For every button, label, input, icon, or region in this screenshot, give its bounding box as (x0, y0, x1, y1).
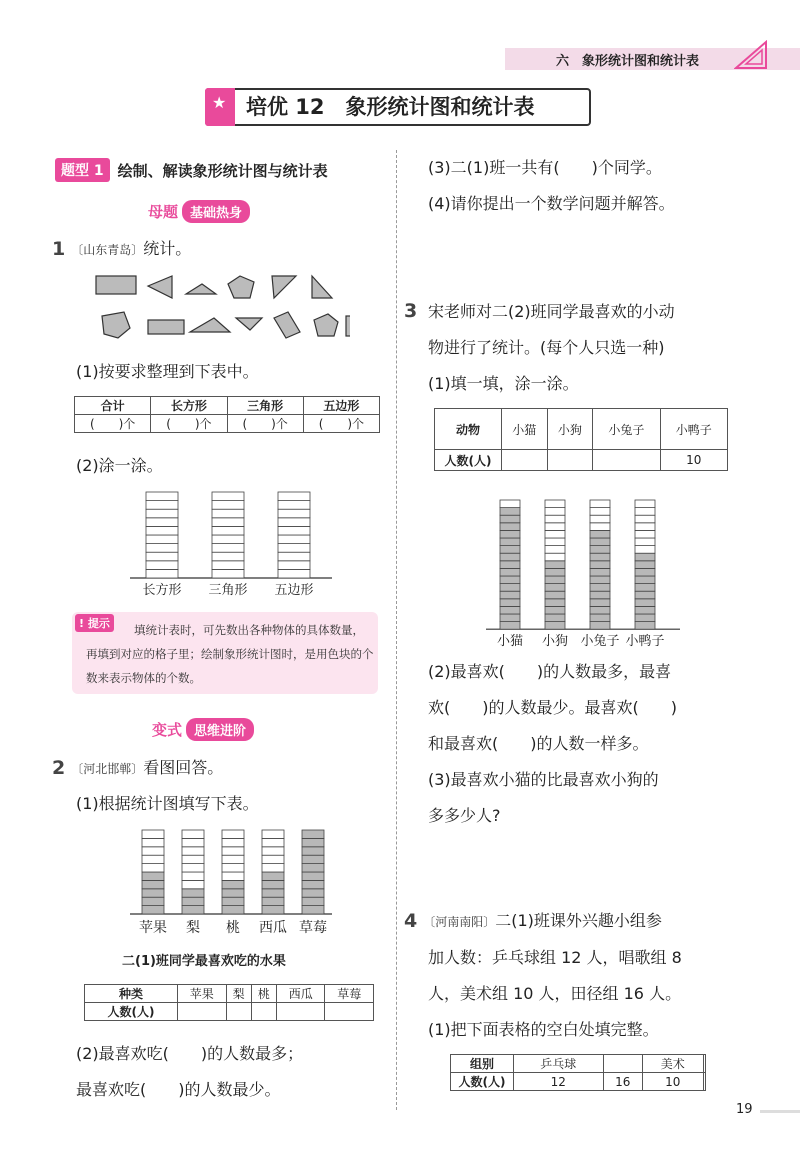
triangle-shape (272, 276, 296, 298)
bar-cell (500, 553, 520, 561)
bar-cell (302, 847, 324, 855)
bar-cell (212, 509, 244, 518)
bar-cell (635, 500, 655, 508)
q2-stem-text: 看图回答。 (143, 758, 224, 777)
rectangle-shape (148, 320, 184, 334)
bar-cell (302, 838, 324, 846)
bar-label: 草莓 (299, 920, 327, 936)
bar-cell (142, 906, 164, 914)
q2-cell[interactable] (226, 1003, 251, 1021)
bar-cell (635, 530, 655, 538)
bar-cell (545, 606, 565, 614)
bar-cell (500, 599, 520, 607)
bar-cell (500, 622, 520, 630)
bar-cell (635, 508, 655, 516)
topic-tag: 题型 1 (55, 158, 110, 182)
bar-label: 小兔子 (580, 634, 620, 648)
q1-number: 1 (52, 238, 66, 260)
bar-cell (146, 544, 178, 553)
bar-cell (142, 872, 164, 880)
topic-heading (55, 158, 328, 182)
bar-cell (635, 599, 655, 607)
bar-cell (212, 518, 244, 527)
q4-cell-2: 10 (643, 1073, 704, 1091)
bar-cell (500, 546, 520, 554)
q4-stem1: 二(1)班课外兴趣小组参 (495, 911, 662, 930)
q1-th-3: 五边形 (303, 397, 379, 415)
bar-cell (182, 855, 204, 863)
bar-cell (500, 515, 520, 523)
bar-cell (545, 553, 565, 561)
bar-cell (545, 515, 565, 523)
bar-cell (635, 584, 655, 592)
q4-part1: (1)把下面表格的空白处填完整。 (428, 1020, 659, 1039)
bar-cell (142, 897, 164, 905)
hint-text: 填统计表时，可先数出各种物体的具体数量，再填到对应的格子里；绘制象形统计图时，是用色块的个数来表示物体的个数。 (86, 623, 374, 685)
q2-part2b: 最喜欢吃( )的人数最少。 (76, 1080, 281, 1099)
bar-cell (212, 544, 244, 553)
q2-part4: (4)请你提出一个数学问题并解答。 (428, 194, 675, 213)
bar-cell (590, 561, 610, 569)
bar-cell (302, 906, 324, 914)
bar-cell (302, 897, 324, 905)
q3-bar-chart[interactable] (484, 494, 684, 648)
bar-cell (182, 906, 204, 914)
bar-cell (635, 591, 655, 599)
triangle-shape (186, 284, 216, 294)
bar-cell (635, 606, 655, 614)
q1-cell-2[interactable]: ( )个 (227, 415, 303, 433)
bar-label: 小猫 (496, 634, 524, 648)
pentagon-shape (102, 312, 130, 338)
q1-th-1: 长方形 (151, 397, 227, 415)
pentagon-shape (314, 314, 338, 336)
bar-cell (278, 544, 310, 553)
bar-cell (278, 526, 310, 535)
q2-chart-title: 二(1)班同学最喜欢吃的水果 (122, 954, 286, 969)
page-number: 19 (736, 1102, 753, 1117)
bar-cell (278, 561, 310, 570)
bar-cell (635, 538, 655, 546)
bar-cell (590, 515, 610, 523)
q1-cell-0[interactable]: ( )个 (75, 415, 151, 433)
bar-cell (146, 518, 178, 527)
bar-cell (635, 614, 655, 622)
bar-cell (590, 530, 610, 538)
bar-label: 桃 (226, 920, 240, 936)
q2-cell[interactable] (325, 1003, 374, 1021)
bar-cell (635, 515, 655, 523)
mother-tag-a: 母题 (148, 203, 179, 221)
bar-cell (222, 830, 244, 838)
bar-cell (262, 830, 284, 838)
q4-source: 〔河南南阳〕 (423, 914, 496, 929)
topic-text: 绘制、解读象形统计图与统计表 (117, 161, 328, 180)
bar-cell (545, 508, 565, 516)
rectangle-shape (274, 312, 300, 338)
bar-cell (262, 880, 284, 888)
bar-cell (262, 889, 284, 897)
bar-cell (590, 599, 610, 607)
bar-cell (635, 546, 655, 554)
bar-cell (142, 855, 164, 863)
q3-cell-3[interactable]: 10 (660, 450, 727, 471)
ruler-triangle-icon (734, 40, 768, 70)
variant-tag (152, 718, 254, 741)
bar-cell (278, 501, 310, 510)
bar-label: 小鸭子 (625, 634, 665, 648)
q4-stem (404, 910, 662, 932)
q2-cell[interactable] (276, 1003, 324, 1021)
q4-th-1: 乒乓球 (514, 1055, 604, 1073)
q3-cell-1[interactable] (547, 450, 593, 471)
bar-cell (146, 535, 178, 544)
q2-row-label: 人数(人) (85, 1003, 178, 1021)
q2-table (84, 984, 374, 1021)
bar-cell (500, 614, 520, 622)
mother-tag (148, 200, 250, 223)
bar-cell (500, 568, 520, 576)
bar-cell (222, 880, 244, 888)
bar-cell (212, 569, 244, 578)
section-title: 六 象形统计图和统计表 (556, 54, 700, 69)
bar-cell (142, 889, 164, 897)
bar-label: 苹果 (139, 920, 167, 936)
bar-cell (635, 523, 655, 531)
q2-cell[interactable] (251, 1003, 276, 1021)
star-icon: ★ (205, 88, 235, 126)
q2-bar-chart (128, 826, 338, 936)
q4-th-3: 美术 (643, 1055, 704, 1073)
q4-cell-1: 16 (603, 1073, 642, 1091)
bar-cell (222, 855, 244, 863)
q4-row-label: 人数(人) (451, 1073, 514, 1091)
q1-th-0: 合计 (75, 397, 151, 415)
bar-cell (545, 591, 565, 599)
q3-part1: (1)填一填，涂一涂。 (428, 374, 579, 393)
bar-cell (142, 838, 164, 846)
bar-cell (635, 553, 655, 561)
bar-cell (302, 855, 324, 863)
q4-th-0: 组别 (451, 1055, 514, 1073)
q2-th-3: 桃 (251, 985, 276, 1003)
q3-part2c: 和最喜欢( )的人数一样多。 (428, 734, 649, 753)
q2-th-4: 西瓜 (276, 985, 324, 1003)
bar-cell (182, 838, 204, 846)
q3-th-2: 小狗 (547, 409, 593, 450)
bar-cell (590, 568, 610, 576)
bar-cell (545, 561, 565, 569)
q2-number: 2 (52, 757, 66, 779)
bar-label: 西瓜 (259, 920, 287, 936)
bar-cell (545, 546, 565, 554)
q3-th-1: 小猫 (502, 409, 548, 450)
bar-cell (590, 591, 610, 599)
bar-cell (142, 864, 164, 872)
bar-cell (142, 830, 164, 838)
q3-part3a: (3)最喜欢小猫的比最喜欢小狗的 (428, 770, 659, 789)
bar-cell (635, 622, 655, 630)
bar-cell (590, 614, 610, 622)
mother-tag-b: 基础热身 (182, 200, 250, 223)
bar-label: 长方形 (142, 583, 182, 598)
bar-cell (545, 576, 565, 584)
bar-cell (182, 872, 204, 880)
bar-cell (212, 552, 244, 561)
bar-cell (222, 864, 244, 872)
bar-cell (146, 569, 178, 578)
bar-cell (302, 889, 324, 897)
bar-cell (212, 561, 244, 570)
q2-cell[interactable] (178, 1003, 226, 1021)
bar-cell (302, 864, 324, 872)
page-rule (760, 1110, 800, 1113)
q2-part3: (3)二(1)班一共有( )个同学。 (428, 158, 662, 177)
triangle-shape (236, 318, 262, 330)
q3-table (434, 408, 728, 471)
bar-cell (262, 847, 284, 855)
bar-cell (142, 880, 164, 888)
bar-cell (262, 872, 284, 880)
q2-th-0: 种类 (85, 985, 178, 1003)
q2-th-2: 梨 (226, 985, 251, 1003)
q2-source: 〔河北邯郸〕 (71, 761, 144, 776)
bar-cell (590, 553, 610, 561)
bar-cell (278, 552, 310, 561)
bar-cell (545, 614, 565, 622)
bar-cell (590, 546, 610, 554)
bar-cell (545, 530, 565, 538)
q1-cell-1[interactable]: ( )个 (151, 415, 227, 433)
bar-cell (590, 523, 610, 531)
q1-th-2: 三角形 (227, 397, 303, 415)
bar-cell (635, 568, 655, 576)
bar-cell (590, 606, 610, 614)
bar-cell (142, 847, 164, 855)
rectangle-shape (96, 276, 136, 294)
rectangle-shape (346, 316, 350, 336)
q4-th-2[interactable] (603, 1055, 642, 1073)
bar-cell (590, 500, 610, 508)
bar-cell (222, 838, 244, 846)
bar-cell (222, 889, 244, 897)
bar-cell (545, 622, 565, 630)
q3-cell-0[interactable] (502, 450, 548, 471)
bar-cell (262, 906, 284, 914)
bar-cell (635, 561, 655, 569)
bar-cell (635, 576, 655, 584)
q1-stem-text: 统计。 (143, 239, 192, 258)
q1-shapes (90, 272, 350, 344)
bar-label: 三角形 (208, 583, 248, 598)
q1-source: 〔山东青岛〕 (71, 242, 144, 257)
bar-cell (278, 518, 310, 527)
q4-th-4[interactable] (703, 1055, 705, 1073)
q3-part2a: (2)最喜欢( )的人数最多，最喜 (428, 662, 672, 681)
bar-cell (212, 501, 244, 510)
variant-tag-a: 变式 (152, 721, 183, 739)
bar-cell (146, 526, 178, 535)
q3-number: 3 (404, 300, 418, 322)
bar-cell (212, 492, 244, 501)
pentagon-shape (228, 276, 254, 298)
bar-cell (500, 538, 520, 546)
q1-stem (52, 238, 191, 260)
q4-stem2: 加人数：乒乓球组 12 人，唱歌组 8 (428, 948, 682, 967)
bar-cell (212, 526, 244, 535)
q4-number: 4 (404, 910, 418, 932)
hint-icon: ! (79, 617, 85, 630)
q3-stem2: 物进行了统计。(每个人只选一种) (428, 338, 665, 357)
bar-cell (500, 530, 520, 538)
bar-cell (590, 584, 610, 592)
bar-cell (222, 906, 244, 914)
bar-cell (500, 591, 520, 599)
bar-cell (222, 847, 244, 855)
triangle-shape (312, 276, 332, 298)
bar-cell (500, 523, 520, 531)
q4-cell-0: 12 (514, 1073, 604, 1091)
bar-cell (262, 897, 284, 905)
bar-cell (222, 872, 244, 880)
bar-cell (590, 622, 610, 630)
q3-stem1: 宋老师对二(2)班同学最喜欢的小动 (428, 302, 675, 321)
q2-part2a: (2)最喜欢吃( )的人数最多； (76, 1044, 304, 1063)
q1-cell-3[interactable]: ( )个 (303, 415, 379, 433)
bar-cell (302, 830, 324, 838)
bar-label: 梨 (186, 920, 200, 936)
bar-cell (182, 830, 204, 838)
bar-cell (262, 855, 284, 863)
q3-th-4: 小鸭子 (660, 409, 727, 450)
hint-tag-text: 提示 (87, 617, 110, 630)
bar-label: 五边形 (274, 583, 314, 598)
bar-cell (146, 552, 178, 561)
bar-cell (182, 880, 204, 888)
bar-cell (302, 872, 324, 880)
bar-cell (545, 568, 565, 576)
bar-cell (182, 897, 204, 905)
bar-cell (146, 509, 178, 518)
bar-cell (500, 576, 520, 584)
bar-cell (182, 864, 204, 872)
bar-cell (182, 847, 204, 855)
q1-table (74, 396, 380, 433)
q3-row-label: 人数(人) (435, 450, 502, 471)
bar-cell (222, 897, 244, 905)
q3-part2b: 欢( )的人数最少。最喜欢( ) (428, 698, 677, 717)
bar-cell (182, 889, 204, 897)
triangle-shape (190, 318, 230, 332)
q1-part2: (2)涂一涂。 (76, 456, 163, 475)
q1-part1: (1)按要求整理到下表中。 (76, 362, 259, 381)
bar-cell (500, 606, 520, 614)
triangle-shape (148, 276, 172, 298)
bar-cell (146, 501, 178, 510)
bar-cell (278, 492, 310, 501)
q3-part3b: 多多少人? (428, 806, 501, 825)
bar-cell (212, 535, 244, 544)
q2-part1: (1)根据统计图填写下表。 (76, 794, 259, 813)
bar-cell (500, 561, 520, 569)
q2-stem (52, 757, 223, 779)
column-divider (396, 150, 397, 1110)
q3-th-3: 小兔子 (593, 409, 660, 450)
bar-cell (278, 535, 310, 544)
q3-th-0: 动物 (435, 409, 502, 450)
q2-th-5: 草莓 (325, 985, 374, 1003)
bar-cell (262, 838, 284, 846)
bar-cell (545, 500, 565, 508)
bar-cell (278, 509, 310, 518)
q4-stem3: 人，美术组 10 人，田径组 16 人。 (428, 984, 682, 1003)
bar-cell (302, 880, 324, 888)
page-title: 培优 12 象形统计图和统计表 (246, 95, 535, 119)
q2-th-1: 苹果 (178, 985, 226, 1003)
bar-cell (500, 500, 520, 508)
bar-cell (545, 584, 565, 592)
variant-tag-b: 思维进阶 (186, 718, 254, 741)
bar-cell (545, 599, 565, 607)
q4-table (450, 1054, 706, 1091)
bar-cell (262, 864, 284, 872)
bar-cell (146, 492, 178, 501)
q4-cell-3[interactable] (703, 1073, 705, 1091)
bar-cell (278, 569, 310, 578)
q1-bar-chart[interactable] (120, 488, 340, 600)
bar-cell (545, 523, 565, 531)
bar-label: 小狗 (541, 634, 569, 648)
bar-cell (545, 538, 565, 546)
q3-cell-2[interactable] (593, 450, 660, 471)
bar-cell (146, 561, 178, 570)
bar-cell (500, 584, 520, 592)
bar-cell (590, 538, 610, 546)
bar-cell (590, 508, 610, 516)
bar-cell (500, 508, 520, 516)
bar-cell (590, 576, 610, 584)
